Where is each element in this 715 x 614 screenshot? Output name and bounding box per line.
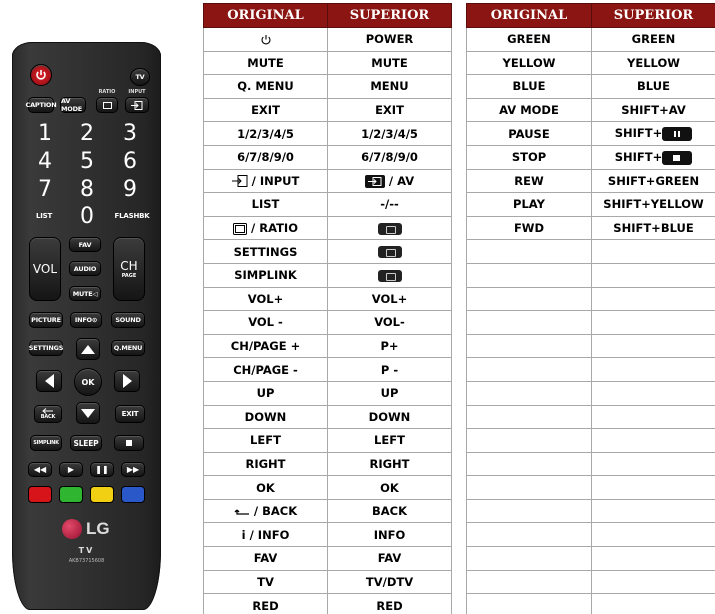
empty-cell bbox=[592, 381, 715, 405]
table-row-empty bbox=[467, 358, 715, 382]
back-label: / BACK bbox=[253, 504, 298, 519]
empty-cell bbox=[592, 476, 715, 500]
empty-cell bbox=[467, 594, 592, 614]
stop-icon bbox=[662, 151, 692, 165]
table-row bbox=[204, 98, 452, 122]
cell-original: DOWN bbox=[204, 405, 328, 429]
model-number: AKB73715608 bbox=[68, 558, 105, 564]
right-button[interactable] bbox=[114, 370, 140, 392]
num-6[interactable]: 6 bbox=[123, 148, 137, 174]
table-row-empty bbox=[467, 523, 715, 547]
list-key[interactable]: LIST bbox=[35, 212, 53, 220]
cell-superior: BLUE bbox=[592, 75, 715, 99]
table-row bbox=[204, 193, 452, 217]
cell-superior: DOWN bbox=[328, 405, 452, 429]
table-row bbox=[467, 145, 715, 169]
table-row bbox=[467, 98, 715, 122]
settings-key-icon bbox=[378, 246, 402, 258]
rewind-icon: ◀◀ bbox=[33, 465, 47, 474]
ratio-label: / RATIO bbox=[251, 221, 298, 236]
ratio-key[interactable] bbox=[96, 97, 118, 113]
cell-original: AV MODE bbox=[467, 98, 592, 122]
rew-key[interactable] bbox=[28, 462, 52, 477]
sleep-key[interactable]: SLEEP bbox=[70, 435, 102, 451]
ratio-icon bbox=[233, 223, 247, 235]
pause-icon: ❚❚ bbox=[95, 465, 109, 474]
left-arrow-icon bbox=[45, 374, 54, 388]
empty-cell bbox=[592, 429, 715, 453]
qmenu-key[interactable]: Q.MENU bbox=[111, 340, 145, 356]
ratio-label: RATIO bbox=[98, 89, 116, 95]
up-arrow-icon bbox=[81, 345, 95, 354]
down-button[interactable] bbox=[76, 402, 100, 424]
cell-original bbox=[204, 28, 328, 52]
back-arrow-icon bbox=[234, 507, 250, 517]
cell-superior: 6/7/8/9/0 bbox=[328, 145, 452, 169]
table-row bbox=[204, 570, 452, 594]
empty-cell bbox=[467, 405, 592, 429]
empty-cell bbox=[592, 334, 715, 358]
av-label: / AV bbox=[388, 173, 415, 188]
cell-original: VOL - bbox=[204, 311, 328, 335]
empty-cell bbox=[467, 429, 592, 453]
cell-superior: TV/DTV bbox=[328, 570, 452, 594]
cell-original: 6/7/8/9/0 bbox=[204, 145, 328, 169]
empty-cell bbox=[592, 287, 715, 311]
table-row bbox=[204, 334, 452, 358]
ok-button[interactable] bbox=[74, 368, 102, 396]
simplink-key-icon bbox=[378, 270, 402, 282]
table-row-empty bbox=[467, 240, 715, 264]
sound-key[interactable]: SOUND bbox=[111, 312, 145, 328]
table-row-empty bbox=[467, 570, 715, 594]
mapping-table-left bbox=[203, 3, 452, 614]
cell-original: RIGHT bbox=[204, 452, 328, 476]
empty-cell bbox=[592, 311, 715, 335]
cell-superior: VOL+ bbox=[328, 287, 452, 311]
cell-original bbox=[204, 216, 328, 240]
empty-cell bbox=[467, 287, 592, 311]
cell-original: STOP bbox=[467, 145, 592, 169]
cell-original: SIMPLINK bbox=[204, 263, 328, 287]
vol-rocker[interactable] bbox=[29, 237, 61, 301]
empty-cell bbox=[467, 358, 592, 382]
cell-superior: GREEN bbox=[592, 28, 715, 52]
cell-superior: SHIFT+YELLOW bbox=[592, 193, 715, 217]
cell-superior: P - bbox=[328, 358, 452, 382]
vol-label: VOL bbox=[32, 262, 58, 276]
stop-icon bbox=[126, 440, 132, 446]
cell-superior: FAV bbox=[328, 547, 452, 571]
power-icon bbox=[260, 34, 272, 46]
cell-original: FWD bbox=[467, 216, 592, 240]
play-icon: ▶ bbox=[67, 465, 75, 474]
input-label: INPUT bbox=[128, 89, 146, 95]
input-key[interactable] bbox=[125, 97, 149, 113]
lg-logo-icon bbox=[62, 519, 82, 539]
table-row bbox=[204, 311, 452, 335]
power-button[interactable] bbox=[30, 64, 52, 86]
up-button[interactable] bbox=[76, 338, 100, 360]
table-row bbox=[204, 381, 452, 405]
down-arrow-icon bbox=[81, 409, 95, 418]
input-label: / INPUT bbox=[251, 173, 300, 188]
table-row bbox=[204, 216, 452, 240]
empty-cell bbox=[592, 499, 715, 523]
cell-superior: MENU bbox=[328, 75, 452, 99]
cell-superior bbox=[328, 263, 452, 287]
empty-cell bbox=[467, 334, 592, 358]
ok-label: OK bbox=[81, 377, 95, 387]
table-row bbox=[204, 476, 452, 500]
cell-superior: UP bbox=[328, 381, 452, 405]
table-row bbox=[204, 169, 452, 193]
table-row-empty bbox=[467, 334, 715, 358]
empty-cell bbox=[467, 311, 592, 335]
settings-key[interactable]: SETTINGS bbox=[29, 340, 63, 356]
table-row-empty bbox=[467, 287, 715, 311]
table-row bbox=[204, 547, 452, 571]
av-input-icon bbox=[365, 175, 385, 188]
header-superior: SUPERIOR bbox=[328, 4, 452, 28]
num-8[interactable]: 8 bbox=[80, 176, 94, 202]
cell-original: i / INFO bbox=[204, 523, 328, 547]
cell-superior: YELLOW bbox=[592, 51, 715, 75]
cell-original bbox=[204, 169, 328, 193]
empty-cell bbox=[592, 594, 715, 614]
cell-original: CH/PAGE + bbox=[204, 334, 328, 358]
cell-original: PAUSE bbox=[467, 122, 592, 146]
table-row bbox=[467, 75, 715, 99]
empty-cell bbox=[467, 381, 592, 405]
cell-superior: SHIFT+AV bbox=[592, 98, 715, 122]
empty-cell bbox=[467, 499, 592, 523]
num-4[interactable]: 4 bbox=[38, 148, 52, 174]
num-2[interactable]: 2 bbox=[80, 120, 94, 146]
ch-label: CH bbox=[120, 259, 138, 273]
table-row-empty bbox=[467, 263, 715, 287]
table-row-empty bbox=[467, 452, 715, 476]
num-5[interactable]: 5 bbox=[80, 148, 94, 174]
table-row bbox=[467, 28, 715, 52]
back-key[interactable] bbox=[34, 405, 62, 423]
play-key[interactable] bbox=[59, 462, 83, 477]
cell-superior: EXIT bbox=[328, 98, 452, 122]
table-row bbox=[204, 452, 452, 476]
num-9[interactable]: 9 bbox=[123, 176, 137, 202]
mapping-table-right bbox=[466, 3, 715, 614]
tv-key[interactable]: TV bbox=[130, 68, 150, 86]
table-row bbox=[204, 594, 452, 614]
cell-superior: SHIFT+GREEN bbox=[592, 169, 715, 193]
page-label: PAGE bbox=[121, 273, 137, 279]
empty-cell bbox=[467, 452, 592, 476]
header-superior: SUPERIOR bbox=[592, 4, 715, 28]
red-key[interactable] bbox=[28, 486, 52, 503]
table-row bbox=[204, 145, 452, 169]
right-arrow-icon bbox=[123, 374, 132, 388]
table-row bbox=[204, 523, 452, 547]
cell-original: SETTINGS bbox=[204, 240, 328, 264]
table-row bbox=[467, 216, 715, 240]
table-header-row bbox=[204, 4, 452, 28]
lg-logo bbox=[62, 519, 110, 539]
table-row-empty bbox=[467, 405, 715, 429]
fast-forward-icon: ▶▶ bbox=[126, 465, 140, 474]
input-icon bbox=[131, 101, 143, 110]
cell-superior bbox=[328, 169, 452, 193]
cell-superior bbox=[592, 122, 715, 146]
left-button[interactable] bbox=[36, 370, 62, 392]
table-row bbox=[467, 51, 715, 75]
fwd-key[interactable] bbox=[121, 462, 145, 477]
table-row-empty bbox=[467, 381, 715, 405]
cell-original: LIST bbox=[204, 193, 328, 217]
table-row bbox=[204, 499, 452, 523]
cell-superior: LEFT bbox=[328, 429, 452, 453]
cell-original: YELLOW bbox=[467, 51, 592, 75]
cell-original: UP bbox=[204, 381, 328, 405]
power-icon bbox=[35, 69, 47, 81]
blue-key[interactable] bbox=[121, 486, 145, 503]
cell-superior: POWER bbox=[328, 28, 452, 52]
mute-key[interactable]: MUTE◁ bbox=[69, 286, 101, 301]
cell-superior bbox=[592, 145, 715, 169]
cell-superior: RED bbox=[328, 594, 452, 614]
empty-cell bbox=[592, 405, 715, 429]
num-0[interactable]: 0 bbox=[80, 203, 94, 229]
empty-cell bbox=[467, 523, 592, 547]
empty-cell bbox=[467, 240, 592, 264]
table-row bbox=[467, 193, 715, 217]
cell-original: FAV bbox=[204, 547, 328, 571]
table-row bbox=[204, 122, 452, 146]
table-row bbox=[204, 28, 452, 52]
cell-superior: SHIFT+BLUE bbox=[592, 216, 715, 240]
cell-superior: MUTE bbox=[328, 51, 452, 75]
fav-key[interactable]: FAV bbox=[69, 237, 101, 252]
cell-original bbox=[204, 499, 328, 523]
header-original: ORIGINAL bbox=[467, 4, 592, 28]
table-row-empty bbox=[467, 476, 715, 500]
empty-cell bbox=[592, 523, 715, 547]
cell-superior: VOL- bbox=[328, 311, 452, 335]
table-header-row bbox=[467, 4, 715, 28]
cell-superior bbox=[328, 240, 452, 264]
table-row-empty bbox=[467, 547, 715, 571]
table-row-empty bbox=[467, 594, 715, 614]
empty-cell bbox=[592, 547, 715, 571]
cell-original: 1/2/3/4/5 bbox=[204, 122, 328, 146]
stop-key[interactable] bbox=[114, 435, 144, 451]
cell-superior: 1/2/3/4/5 bbox=[328, 122, 452, 146]
ch-rocker[interactable] bbox=[113, 237, 145, 301]
empty-cell bbox=[467, 476, 592, 500]
cell-original: VOL+ bbox=[204, 287, 328, 311]
brand-text: LG bbox=[86, 519, 110, 538]
empty-cell bbox=[592, 452, 715, 476]
cell-superior bbox=[328, 216, 452, 240]
model-type: TV bbox=[78, 546, 95, 555]
avmode-key[interactable]: AV MODE bbox=[60, 97, 86, 113]
table-row bbox=[467, 169, 715, 193]
cell-original: Q. MENU bbox=[204, 75, 328, 99]
cell-superior: P+ bbox=[328, 334, 452, 358]
pause-key[interactable] bbox=[90, 462, 114, 477]
ratio-key-icon bbox=[378, 223, 402, 235]
cell-superior: RIGHT bbox=[328, 452, 452, 476]
audio-key[interactable]: AUDIO bbox=[69, 261, 101, 276]
shift-label: SHIFT+ bbox=[614, 150, 663, 165]
table-row bbox=[204, 287, 452, 311]
table-row-empty bbox=[467, 429, 715, 453]
exit-key[interactable]: EXIT bbox=[115, 405, 145, 423]
flashbk-key[interactable]: FLASHBK bbox=[114, 212, 150, 220]
ratio-icon bbox=[103, 102, 112, 109]
cell-superior: OK bbox=[328, 476, 452, 500]
table-row bbox=[204, 51, 452, 75]
empty-cell bbox=[592, 240, 715, 264]
cell-original: EXIT bbox=[204, 98, 328, 122]
empty-cell bbox=[467, 547, 592, 571]
picture-key[interactable]: PICTURE bbox=[29, 312, 63, 328]
table-row-empty bbox=[467, 311, 715, 335]
empty-cell bbox=[592, 358, 715, 382]
table-row bbox=[204, 240, 452, 264]
cell-original: MUTE bbox=[204, 51, 328, 75]
cell-original: BLUE bbox=[467, 75, 592, 99]
green-key[interactable] bbox=[59, 486, 83, 503]
num-3[interactable]: 3 bbox=[123, 120, 137, 146]
empty-cell bbox=[592, 570, 715, 594]
table-row bbox=[204, 405, 452, 429]
cell-original: TV bbox=[204, 570, 328, 594]
table-row bbox=[204, 429, 452, 453]
num-7[interactable]: 7 bbox=[38, 176, 52, 202]
table-row bbox=[204, 358, 452, 382]
info-key[interactable]: INFO⊙ bbox=[70, 312, 102, 328]
header-original: ORIGINAL bbox=[204, 4, 328, 28]
yellow-key[interactable] bbox=[90, 486, 114, 503]
back-label: BACK bbox=[40, 414, 56, 420]
num-1[interactable]: 1 bbox=[38, 120, 52, 146]
empty-cell bbox=[592, 263, 715, 287]
cell-superior: -/-- bbox=[328, 193, 452, 217]
cell-original: OK bbox=[204, 476, 328, 500]
shift-label: SHIFT+ bbox=[614, 126, 663, 141]
table-row bbox=[467, 122, 715, 146]
table-row-empty bbox=[467, 499, 715, 523]
cell-original: PLAY bbox=[467, 193, 592, 217]
empty-cell bbox=[467, 263, 592, 287]
input-icon bbox=[232, 175, 248, 187]
empty-cell bbox=[467, 570, 592, 594]
remote-control bbox=[12, 42, 161, 610]
pause-icon bbox=[662, 127, 692, 141]
caption-key[interactable]: CAPTION bbox=[28, 97, 54, 113]
cell-original: GREEN bbox=[467, 28, 592, 52]
table-row bbox=[204, 75, 452, 99]
simplink-key[interactable]: SIMPLINK bbox=[30, 435, 62, 451]
cell-original: REW bbox=[467, 169, 592, 193]
cell-superior: INFO bbox=[328, 523, 452, 547]
cell-original: RED bbox=[204, 594, 328, 614]
cell-superior: BACK bbox=[328, 499, 452, 523]
cell-original: LEFT bbox=[204, 429, 328, 453]
cell-original: CH/PAGE - bbox=[204, 358, 328, 382]
table-row bbox=[204, 263, 452, 287]
